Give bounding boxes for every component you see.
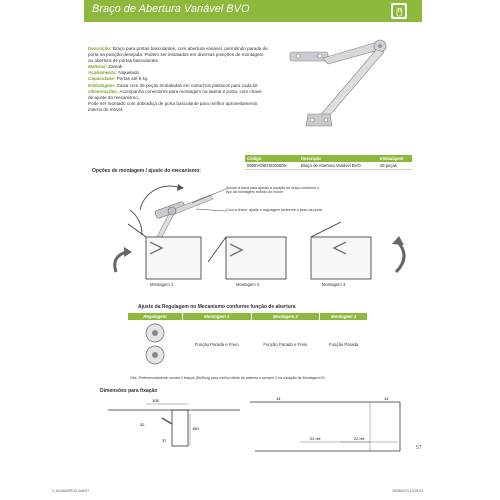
dimensions-title: Dimensões para fixação [100, 388, 158, 394]
dim-37: 37 [162, 438, 167, 443]
footer-filename: 0_U01500PRGS.indd 57 [52, 489, 90, 493]
dim-22b: 22 ref. [354, 436, 366, 441]
footer-timestamp: 19/06/2021 13:29:01 [392, 489, 424, 493]
dimensions-drawing [100, 396, 420, 458]
dim-14b: 14 [384, 396, 389, 401]
cell-mount2-function: Função Parada e Freio [263, 342, 308, 347]
cell-description: Braço de Abertura Variável BVO [299, 162, 378, 170]
col-header: Embalagem [378, 155, 412, 162]
desc-item: Observações: Acompanha conectores para montagem na lateral e porta, com chave de ajuste do mecanismo. [88, 88, 262, 100]
mounting-options [106, 212, 416, 287]
col-header: Código [245, 155, 299, 162]
col-header: Montagem 2 [251, 313, 320, 320]
mount-label-1: Montagem 1 [150, 282, 174, 287]
dim-14a: 14 [276, 396, 281, 401]
col-header: Montagem 3 [320, 313, 368, 320]
mount-label-2: Montagem 2 [236, 282, 260, 287]
mounting-title: Opções de montagem / ajuste do mecanismo: [92, 168, 201, 174]
product-image [268, 30, 418, 140]
annotation-key: Com a chave, ajuste a regulagem conforme o peso da porta [226, 208, 322, 212]
desc-item: Capacidade: Portas até 6 kg [88, 76, 148, 82]
page-number: 57 [416, 445, 422, 451]
regulation-dial-icons [128, 320, 182, 370]
dim-150: 150 [192, 426, 199, 431]
table-row [245, 162, 412, 170]
dim-22a: 22 ref. [310, 436, 322, 441]
regulation-title: Ajuste da Regulagem no Mecanismo conforme função de abertura [138, 304, 296, 310]
table-row [128, 320, 368, 370]
dim-105: 105 [152, 398, 159, 403]
hand-icon [391, 3, 407, 19]
product-description [88, 46, 268, 113]
regulation-table [128, 313, 368, 370]
product-table [245, 155, 412, 170]
pointer-lines [190, 185, 230, 215]
desc-item: Descrição: Braço para portas basculantes, com abertura variável, permitindo parada de porta na posição desejada. Podem ser instalados em diversas posições de montagem ou abertura de portas basculantes. [88, 46, 268, 64]
col-header: Descrição [299, 155, 378, 162]
col-header: Montagem 1 [182, 313, 251, 320]
desc-item: Pode ser montado com dobradiça de porta basculante para melhor aproveitamento interno do móvel. [88, 100, 258, 112]
cell-mount1-function: Função Parada e Freio [194, 342, 239, 347]
dim-32: 32 [140, 422, 145, 427]
col-header: Regulagem [128, 313, 182, 320]
obs-note: Obs. Preferencialmente montar 2 braços (Dir/Esq) para melhor efeito de sistema e sempre 2 na situação de Montagem 03 [130, 376, 325, 380]
desc-item: Material: Zamak [88, 64, 123, 70]
desc-item: Acabamento: Niquelado [88, 70, 140, 76]
page-title: Braço de Abertura Variável BVO [92, 3, 250, 15]
cell-mount3-function: Função Parada [328, 342, 359, 347]
mount-label-3: Montagem 3 [322, 282, 346, 287]
cell-package: 25 peças [378, 162, 412, 170]
annotation-lock: Acione a trava para ajustar a posição de braço conforme o tipo da montagem exibido do móvel [226, 186, 320, 195]
desc-item: Embalagem: Caixa com 25 peças embaladas em cartuchos plásticos para cada kit [88, 82, 258, 88]
cell-code: 5908VOBOSD0000N [245, 162, 299, 170]
